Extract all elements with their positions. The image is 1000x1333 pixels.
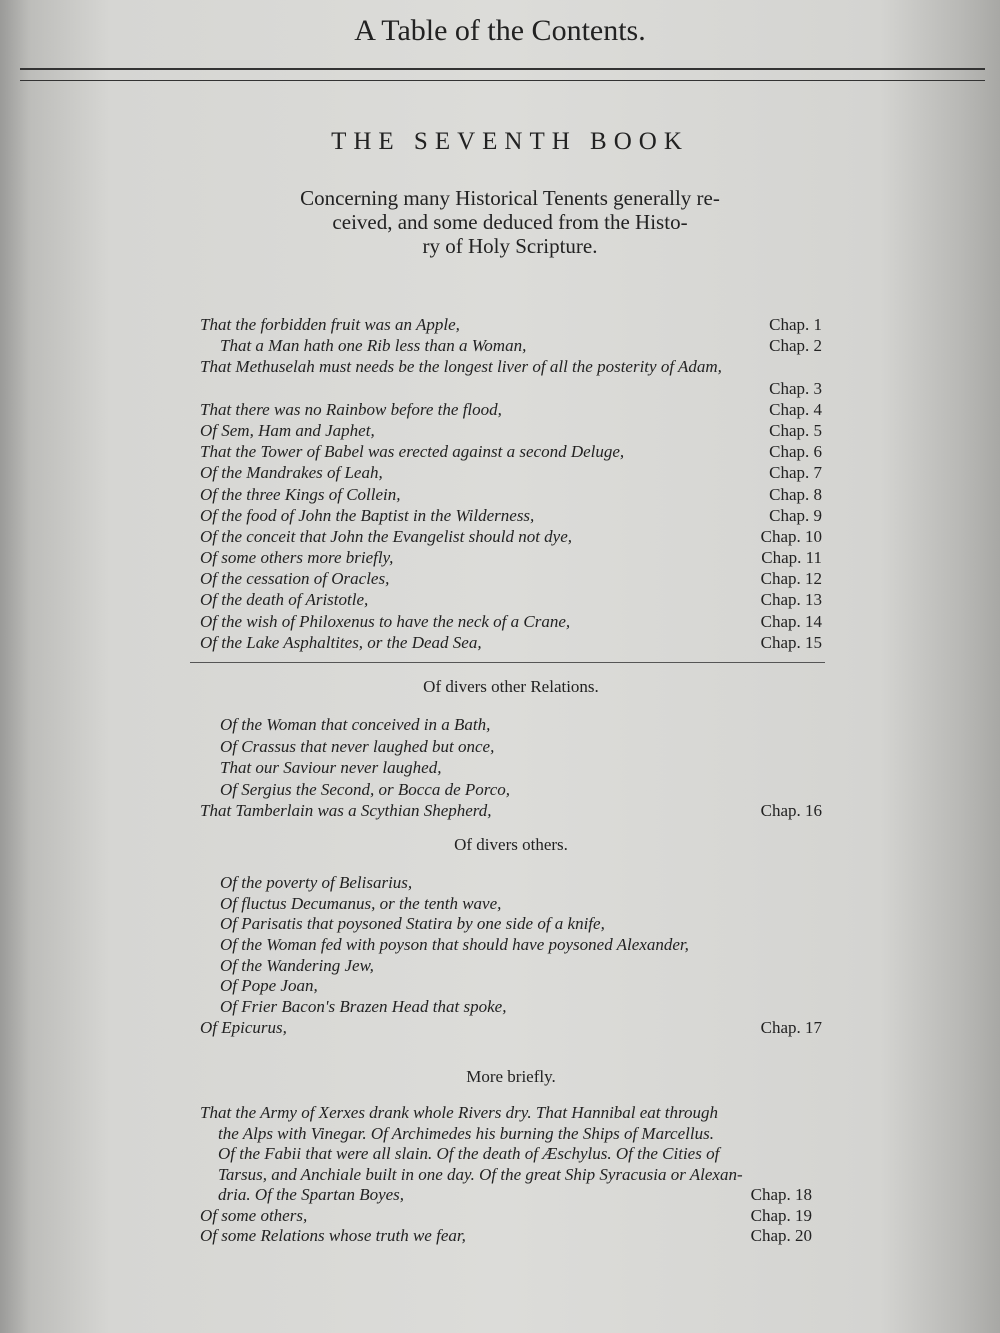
divider — [190, 662, 825, 663]
toc-entry — [200, 714, 822, 736]
entry-text: Of fluctus Decumanus, or the tenth wave, — [220, 893, 502, 913]
toc-entry — [200, 1165, 812, 1186]
entry-text: Of the poverty of Belisarius, — [220, 873, 413, 892]
section-title: Of divers other Relations. — [423, 677, 599, 696]
entry-text: That our Saviour never laughed, — [220, 758, 442, 777]
toc-entry — [200, 736, 822, 758]
toc-entry — [200, 1226, 812, 1247]
subtitle-line: ry of Holy Scripture. — [422, 234, 598, 258]
entry-text: Of Frier Bacon's Brazen Head that spoke, — [220, 997, 507, 1017]
entry-text: That Methuselah must needs be the longest liver of all the posterity of Adam, — [200, 357, 722, 377]
chapter-number: Chap. 17 — [760, 1017, 822, 1037]
section-title: Of divers others. — [454, 835, 568, 854]
toc-entry — [200, 914, 822, 935]
toc-entry — [200, 335, 822, 356]
section-list — [200, 873, 822, 1039]
book-title: THE SEVENTH BOOK — [331, 128, 689, 155]
chapter-number: Chap. 7 — [769, 463, 822, 483]
entry-text: Of Pope Joan, — [220, 976, 318, 996]
toc-entry — [200, 420, 822, 441]
chapter-number: Chap. 8 — [769, 484, 822, 504]
entry-text: Of the conceit that John the Evangelist should not dye, — [200, 526, 573, 546]
toc-entry — [200, 1206, 812, 1227]
entry-text: That Tamberlain was a Scythian Shepherd, — [200, 801, 492, 820]
chapter-list — [200, 314, 822, 653]
toc-entry — [200, 873, 822, 894]
toc-entry — [200, 894, 822, 915]
entry-text: Of the Woman that conceived in a Bath, — [220, 715, 491, 734]
toc-entry — [200, 956, 822, 977]
chapter-number: Chap. 3 — [769, 378, 822, 398]
section-list — [200, 714, 822, 822]
book-subtitle — [230, 186, 790, 258]
entry-text: Of the Woman fed with poyson that should have poysoned Alexander, — [220, 935, 689, 955]
header-rule-thin — [20, 80, 985, 81]
header-rule — [20, 68, 985, 70]
entry-text: Of the Fabii that were all slain. Of the death of Æschylus. Of the Cities of — [218, 1144, 720, 1163]
entry-text: Of the wish of Philoxenus to have the neck of a Crane, — [200, 611, 571, 631]
entry-text: That the Army of Xerxes drank whole Rivers dry. That Hannibal eat through — [200, 1103, 718, 1122]
toc-entry — [200, 1103, 812, 1124]
entry-text: That there was no Rainbow before the flood, — [200, 399, 502, 419]
toc-entry — [200, 441, 822, 462]
toc-entry — [200, 378, 822, 399]
entry-text: Of the three Kings of Collein, — [200, 484, 401, 504]
toc-entry — [200, 611, 822, 632]
toc-entry — [200, 505, 822, 526]
entry-text: Of the food of John the Baptist in the Wilderness, — [200, 505, 535, 525]
entry-text: Of Epicurus, — [200, 1017, 287, 1037]
chapter-number: Chap. 13 — [760, 590, 822, 610]
toc-entry — [200, 632, 822, 653]
chapter-number: Chap. 11 — [761, 548, 822, 568]
chapter-number: Chap. 14 — [760, 611, 822, 631]
entry-text: That a Man hath one Rib less than a Woman, — [220, 336, 527, 356]
toc-entry — [200, 935, 822, 956]
chapter-number: Chap. 18 — [750, 1185, 812, 1204]
toc-entry — [200, 997, 822, 1018]
entry-text: Of Sergius the Second, or Bocca de Porco, — [220, 779, 511, 799]
toc-entry — [200, 547, 822, 568]
toc-entry — [200, 1124, 812, 1145]
toc-entry — [200, 462, 822, 483]
toc-entry — [200, 800, 822, 822]
running-header: A Table of the Contents. — [354, 14, 646, 47]
toc-entry — [200, 484, 822, 505]
chapter-number: Chap. 5 — [769, 420, 822, 440]
entry-text: Of Crassus that never laughed but once, — [220, 736, 495, 756]
entry-text: Of some Relations whose truth we fear, — [200, 1226, 466, 1245]
entry-text: dria. Of the Spartan Boyes, — [218, 1185, 405, 1204]
entry-text: Of the cessation of Oracles, — [200, 569, 390, 589]
chapter-number: Chap. 16 — [760, 801, 822, 820]
entry-text: Of the death of Aristotle, — [200, 590, 369, 610]
entry-text: Of the Lake Asphaltites, or the Dead Sea, — [200, 632, 482, 652]
toc-entry — [200, 1185, 812, 1206]
section-title: More briefly. — [466, 1067, 556, 1086]
entry-text: Of some others, — [200, 1205, 308, 1225]
entry-text: Of Sem, Ham and Japhet, — [200, 420, 375, 440]
entry-text: Of some others more briefly, — [200, 548, 394, 568]
chapter-number: Chap. 2 — [769, 336, 822, 356]
entry-text: That the Tower of Babel was erected against a second Deluge, — [200, 442, 625, 462]
chapter-number: Chap. 6 — [769, 442, 822, 462]
chapter-number: Chap. 19 — [750, 1205, 812, 1225]
toc-entry — [200, 568, 822, 589]
toc-entry — [200, 314, 822, 335]
chapter-number: Chap. 10 — [760, 526, 822, 546]
toc-entry — [200, 526, 822, 547]
toc-entry — [200, 757, 822, 779]
entry-text: the Alps with Vinegar. Of Archimedes his burning the Ships of Marcellus. — [218, 1123, 714, 1143]
entry-text: Of the Mandrakes of Leah, — [200, 463, 383, 483]
toc-entry — [200, 356, 822, 377]
subtitle-line: Concerning many Historical Tenents generally re- — [300, 186, 720, 210]
toc-entry — [200, 1144, 812, 1165]
chapter-number: Chap. 1 — [769, 315, 822, 334]
chapter-number: Chap. 9 — [769, 505, 822, 525]
section-list — [200, 1103, 812, 1247]
toc-entry — [200, 399, 822, 420]
subtitle-line: ceived, and some deduced from the Histo- — [332, 210, 688, 234]
toc-entry — [200, 779, 822, 801]
chapter-number: Chap. 4 — [769, 399, 822, 419]
chapter-number: Chap. 12 — [760, 569, 822, 589]
entry-text: That the forbidden fruit was an Apple, — [200, 315, 460, 334]
toc-entry — [200, 976, 822, 997]
entry-text: Of Parisatis that poysoned Statira by one side of a knife, — [220, 914, 605, 934]
toc-entry — [200, 1018, 822, 1039]
entry-text: Tarsus, and Anchiale built in one day. Of the great Ship Syracusia or Alexan- — [218, 1164, 743, 1184]
entry-text: Of the Wandering Jew, — [220, 955, 374, 975]
chapter-number: Chap. 15 — [760, 632, 822, 652]
toc-entry — [200, 589, 822, 610]
chapter-number: Chap. 20 — [750, 1226, 812, 1245]
